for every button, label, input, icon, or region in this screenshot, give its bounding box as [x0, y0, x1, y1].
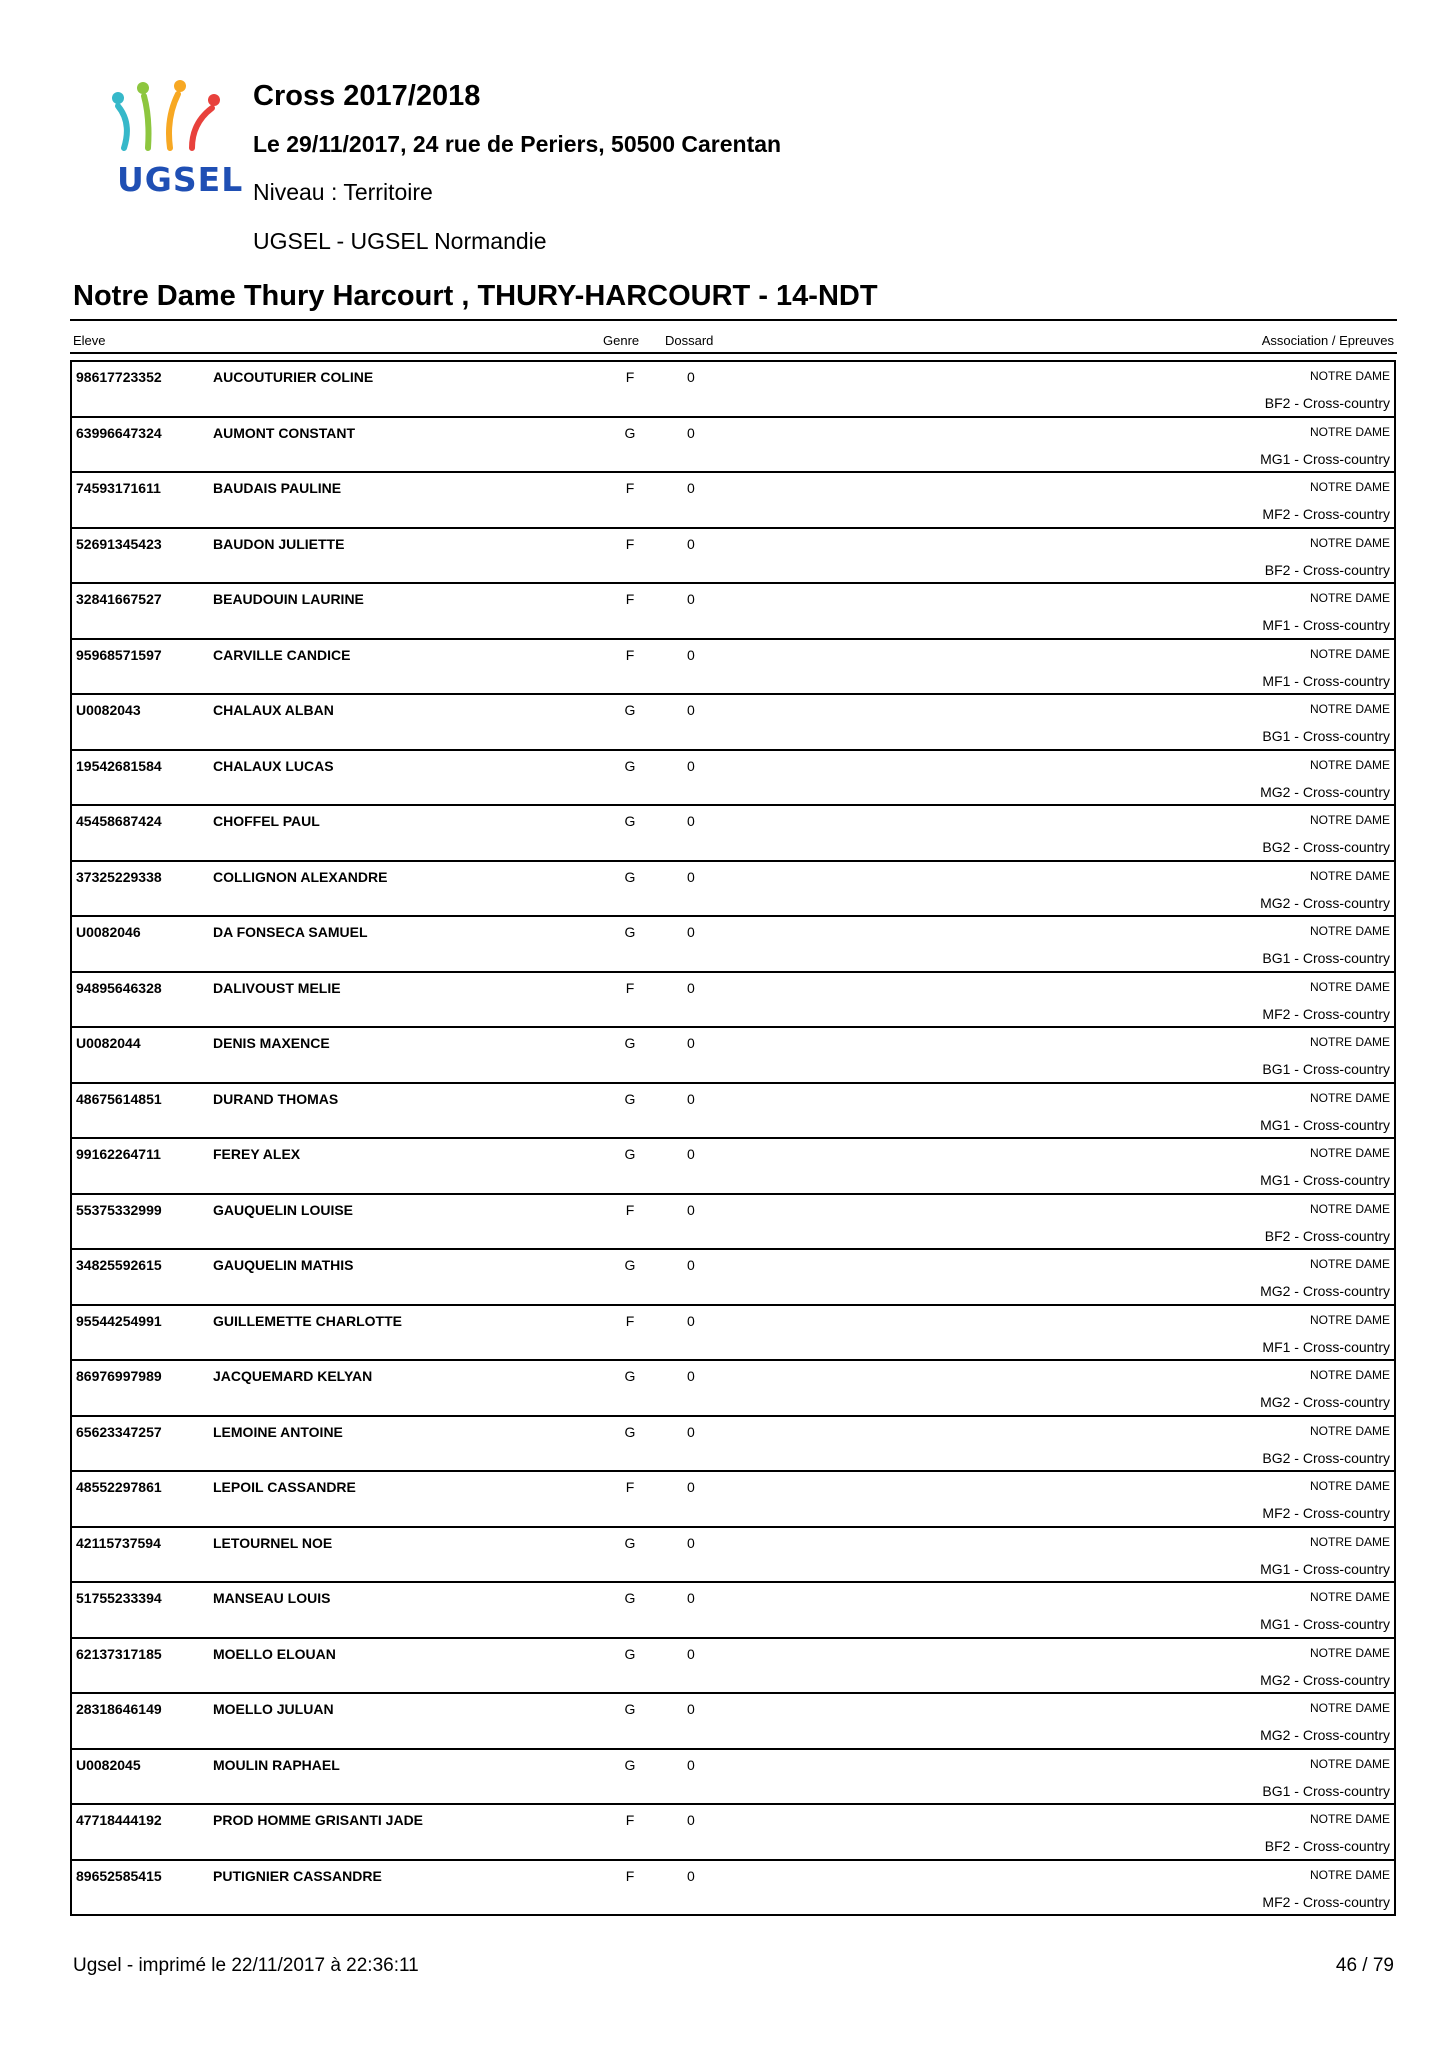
- student-id: 99162264711: [76, 1146, 161, 1162]
- student-association: NOTRE DAME: [1309, 868, 1390, 883]
- student-id: 48552297861: [76, 1479, 162, 1495]
- student-epreuve: BG1 - Cross-country: [1262, 1061, 1390, 1077]
- student-name: PUTIGNIER CASSANDRE: [213, 1867, 382, 1884]
- student-epreuve: MG2 - Cross-country: [1260, 1394, 1390, 1410]
- student-association: NOTRE DAME: [1309, 591, 1390, 605]
- student-association: NOTRE DAME: [1309, 1090, 1390, 1105]
- student-name: MOELLO JULUAN: [213, 1701, 334, 1717]
- student-epreuve: BG1 - Cross-country: [1262, 728, 1390, 744]
- header-divider: [70, 352, 1397, 354]
- student-id: U0082045: [76, 1756, 141, 1773]
- table-row: [72, 1692, 1394, 1748]
- student-association: NOTRE DAME: [1309, 1146, 1390, 1160]
- student-genre: G: [624, 1534, 636, 1551]
- student-id: 48675614851: [76, 1090, 162, 1107]
- table-row: [72, 1581, 1394, 1637]
- table-row: [72, 527, 1394, 583]
- student-genre: G: [624, 1257, 636, 1273]
- student-genre: G: [624, 813, 636, 829]
- student-dossard: 0: [687, 1756, 695, 1773]
- student-id: 32841667527: [76, 591, 162, 607]
- student-id: 65623347257: [76, 1423, 162, 1440]
- student-name: BAUDON JULIETTE: [213, 535, 345, 552]
- student-association: NOTRE DAME: [1309, 1479, 1390, 1493]
- student-epreuve: MG1 - Cross-country: [1260, 1172, 1390, 1188]
- event-title: Cross 2017/2018: [253, 80, 481, 112]
- table-row: [72, 1304, 1394, 1360]
- student-dossard: 0: [687, 1479, 695, 1495]
- student-id: 62137317185: [76, 1645, 162, 1662]
- student-dossard: 0: [687, 369, 695, 385]
- student-genre: G: [624, 924, 636, 940]
- participants-table: [70, 360, 1396, 1916]
- table-row: [72, 1359, 1394, 1415]
- student-association: NOTRE DAME: [1309, 924, 1390, 938]
- table-row: [72, 1637, 1394, 1693]
- student-epreuve: MG2 - Cross-country: [1260, 1283, 1390, 1299]
- student-dossard: 0: [687, 1035, 695, 1051]
- student-genre: G: [624, 1035, 636, 1051]
- student-name: MANSEAU LOUIS: [213, 1590, 331, 1606]
- student-name: CHALAUX LUCAS: [213, 757, 334, 774]
- student-name: GAUQUELIN MATHIS: [213, 1257, 354, 1273]
- student-genre: F: [625, 1479, 635, 1495]
- student-name: CARVILLE CANDICE: [213, 646, 351, 663]
- student-dossard: 0: [687, 1312, 695, 1329]
- print-timestamp: Ugsel - imprimé le 22/11/2017 à 22:36:11: [73, 1955, 419, 1976]
- student-name: AUCOUTURIER COLINE: [213, 369, 374, 385]
- table-row: [72, 860, 1394, 916]
- student-association: NOTRE DAME: [1309, 757, 1390, 772]
- table-row: [72, 1526, 1394, 1582]
- table-row: [72, 971, 1394, 1027]
- student-dossard: 0: [687, 757, 695, 774]
- student-name: BAUDAIS PAULINE: [213, 480, 342, 496]
- student-association: NOTRE DAME: [1309, 480, 1390, 494]
- school-title: Notre Dame Thury Harcourt , THURY-HARCOURT - 14-NDT: [73, 280, 878, 312]
- student-association: NOTRE DAME: [1309, 1201, 1390, 1216]
- student-dossard: 0: [687, 646, 695, 663]
- student-association: NOTRE DAME: [1309, 646, 1390, 661]
- student-name: DENIS MAXENCE: [213, 1035, 330, 1051]
- student-id: 47718444192: [76, 1812, 162, 1828]
- student-association: NOTRE DAME: [1309, 1368, 1390, 1382]
- student-name: JACQUEMARD KELYAN: [213, 1368, 373, 1384]
- ugsel-figures-icon: [104, 78, 236, 158]
- student-dossard: 0: [687, 868, 695, 885]
- student-genre: F: [625, 646, 635, 663]
- student-id: 45458687424: [76, 813, 162, 829]
- student-genre: G: [624, 1701, 636, 1717]
- student-id: 63996647324: [76, 424, 162, 441]
- student-epreuve: BG2 - Cross-country: [1262, 1449, 1390, 1466]
- student-id: 89652585415: [76, 1867, 162, 1884]
- school-divider: [70, 319, 1397, 321]
- student-genre: G: [624, 1368, 636, 1384]
- student-id: 37325229338: [76, 868, 162, 885]
- student-association: NOTRE DAME: [1309, 1645, 1390, 1660]
- student-epreuve: BG1 - Cross-country: [1262, 950, 1390, 966]
- student-id: 52691345423: [76, 535, 162, 552]
- student-epreuve: MG1 - Cross-country: [1260, 450, 1390, 467]
- student-id: 51755233394: [76, 1590, 162, 1606]
- student-epreuve: BF2 - Cross-country: [1264, 1227, 1390, 1244]
- student-name: AUMONT CONSTANT: [213, 424, 356, 441]
- student-epreuve: BF2 - Cross-country: [1264, 395, 1390, 411]
- student-name: DALIVOUST MELIE: [213, 979, 341, 996]
- student-genre: F: [625, 1312, 635, 1329]
- student-dossard: 0: [687, 535, 695, 552]
- student-name: CHOFFEL PAUL: [213, 813, 320, 829]
- student-association: NOTRE DAME: [1309, 1035, 1390, 1049]
- student-epreuve: MG1 - Cross-country: [1260, 1616, 1390, 1632]
- student-id: 74593171611: [76, 480, 161, 496]
- table-row: [72, 1415, 1394, 1471]
- student-association: NOTRE DAME: [1309, 1812, 1390, 1826]
- student-name: DURAND THOMAS: [213, 1090, 339, 1107]
- student-dossard: 0: [687, 1590, 695, 1606]
- student-epreuve: MG1 - Cross-country: [1260, 1560, 1390, 1577]
- student-association: NOTRE DAME: [1309, 535, 1390, 550]
- student-genre: F: [625, 979, 635, 996]
- student-id: 98617723352: [76, 369, 162, 385]
- student-id: 86976997989: [76, 1368, 162, 1384]
- student-genre: G: [624, 1590, 636, 1606]
- student-id: 34825592615: [76, 1257, 162, 1273]
- student-dossard: 0: [687, 591, 695, 607]
- student-dossard: 0: [687, 1090, 695, 1107]
- student-epreuve: MF1 - Cross-country: [1262, 672, 1390, 689]
- student-association: NOTRE DAME: [1309, 1867, 1390, 1882]
- student-name: CHALAUX ALBAN: [213, 702, 334, 718]
- student-association: NOTRE DAME: [1309, 979, 1390, 994]
- student-name: COLLIGNON ALEXANDRE: [213, 868, 388, 885]
- table-row: [72, 582, 1394, 638]
- student-genre: G: [624, 1146, 636, 1162]
- student-association: NOTRE DAME: [1309, 1312, 1390, 1327]
- student-dossard: 0: [687, 480, 695, 496]
- student-association: NOTRE DAME: [1309, 1423, 1390, 1438]
- student-name: GUILLEMETTE CHARLOTTE: [213, 1312, 402, 1329]
- column-header-association: Association / Epreuves: [1261, 333, 1394, 348]
- student-dossard: 0: [687, 1701, 695, 1717]
- student-genre: G: [624, 868, 636, 885]
- student-epreuve: MG2 - Cross-country: [1260, 894, 1390, 911]
- student-id: U0082046: [76, 924, 141, 940]
- student-dossard: 0: [687, 1534, 695, 1551]
- student-dossard: 0: [687, 1812, 695, 1828]
- event-date-place: Le 29/11/2017, 24 rue de Periers, 50500 Carentan: [253, 131, 782, 157]
- table-row: [72, 1803, 1394, 1859]
- student-epreuve: MG1 - Cross-country: [1260, 1116, 1390, 1133]
- student-association: NOTRE DAME: [1309, 813, 1390, 827]
- student-id: 42115737594: [76, 1534, 161, 1551]
- table-row: [72, 471, 1394, 527]
- student-genre: F: [625, 535, 635, 552]
- student-genre: F: [625, 591, 635, 607]
- student-genre: F: [625, 480, 635, 496]
- student-genre: G: [624, 702, 636, 718]
- student-association: NOTRE DAME: [1309, 1257, 1390, 1271]
- table-row: [72, 693, 1394, 749]
- student-dossard: 0: [687, 1146, 695, 1162]
- student-name: MOULIN RAPHAEL: [213, 1756, 340, 1773]
- student-dossard: 0: [687, 424, 695, 441]
- student-name: BEAUDOUIN LAURINE: [213, 591, 364, 607]
- student-dossard: 0: [687, 702, 695, 718]
- student-id: U0082043: [76, 702, 141, 718]
- student-epreuve: MG2 - Cross-country: [1260, 1671, 1390, 1688]
- student-name: LEMOINE ANTOINE: [213, 1423, 343, 1440]
- student-genre: F: [625, 1812, 635, 1828]
- table-row: [72, 360, 1394, 416]
- column-header-dossard: Dossard: [665, 333, 714, 348]
- event-level: Niveau : Territoire: [253, 179, 433, 205]
- student-association: NOTRE DAME: [1309, 424, 1390, 439]
- table-row: [72, 638, 1394, 694]
- student-association: NOTRE DAME: [1309, 369, 1390, 383]
- student-genre: F: [625, 369, 635, 385]
- student-genre: G: [624, 1645, 636, 1662]
- student-genre: G: [624, 1423, 636, 1440]
- student-dossard: 0: [687, 1257, 695, 1273]
- student-association: NOTRE DAME: [1309, 1756, 1390, 1771]
- table-row: [72, 1248, 1394, 1304]
- student-dossard: 0: [687, 1867, 695, 1884]
- student-epreuve: MF2 - Cross-country: [1262, 506, 1390, 522]
- student-id: 95544254991: [76, 1312, 162, 1329]
- column-header-genre: Genre: [603, 333, 640, 348]
- table-row: [72, 915, 1394, 971]
- student-association: NOTRE DAME: [1309, 702, 1390, 716]
- student-dossard: 0: [687, 813, 695, 829]
- student-genre: F: [625, 1867, 635, 1884]
- table-row: [72, 1748, 1394, 1804]
- page-number: 46 / 79: [1335, 1955, 1394, 1976]
- student-name: GAUQUELIN LOUISE: [213, 1201, 354, 1218]
- student-epreuve: MG2 - Cross-country: [1260, 1727, 1390, 1743]
- student-name: PROD HOMME GRISANTI JADE: [213, 1812, 424, 1828]
- student-association: NOTRE DAME: [1309, 1701, 1390, 1715]
- student-dossard: 0: [687, 1368, 695, 1384]
- student-name: LETOURNEL NOE: [213, 1534, 333, 1551]
- table-row: [72, 749, 1394, 805]
- table-row: [72, 1137, 1394, 1193]
- student-epreuve: MF1 - Cross-country: [1262, 617, 1390, 633]
- student-epreuve: MF2 - Cross-country: [1262, 1893, 1390, 1910]
- student-epreuve: MF1 - Cross-country: [1262, 1338, 1390, 1355]
- student-name: FEREY ALEX: [213, 1146, 301, 1162]
- student-genre: G: [624, 1090, 636, 1107]
- student-dossard: 0: [687, 924, 695, 940]
- table-row: [72, 1193, 1394, 1249]
- student-epreuve: BF2 - Cross-country: [1264, 561, 1390, 578]
- student-genre: F: [625, 1201, 635, 1218]
- student-id: 28318646149: [76, 1701, 162, 1717]
- column-header-eleve: Eleve: [73, 333, 106, 348]
- table-row: [72, 1470, 1394, 1526]
- ugsel-logo-text: UGSEL: [117, 160, 244, 199]
- table-row: [72, 1082, 1394, 1138]
- student-epreuve: MG2 - Cross-country: [1260, 783, 1390, 800]
- student-epreuve: MF2 - Cross-country: [1262, 1005, 1390, 1022]
- student-id: 95968571597: [76, 646, 162, 663]
- student-epreuve: BG1 - Cross-country: [1262, 1782, 1390, 1799]
- table-row: [72, 1026, 1394, 1082]
- student-epreuve: MF2 - Cross-country: [1262, 1505, 1390, 1521]
- student-epreuve: BF2 - Cross-country: [1264, 1838, 1390, 1854]
- student-name: DA FONSECA SAMUEL: [213, 924, 368, 940]
- student-id: 94895646328: [76, 979, 162, 996]
- student-id: U0082044: [76, 1035, 141, 1051]
- student-id: 19542681584: [76, 757, 162, 774]
- student-association: NOTRE DAME: [1309, 1590, 1390, 1604]
- event-organization: UGSEL - UGSEL Normandie: [253, 228, 547, 254]
- student-name: LEPOIL CASSANDRE: [213, 1479, 356, 1495]
- table-row: [72, 804, 1394, 860]
- student-genre: G: [624, 424, 636, 441]
- student-association: NOTRE DAME: [1309, 1534, 1390, 1549]
- student-genre: G: [624, 757, 636, 774]
- table-row: [72, 416, 1394, 472]
- student-dossard: 0: [687, 1201, 695, 1218]
- student-name: MOELLO ELOUAN: [213, 1645, 336, 1662]
- student-genre: G: [624, 1756, 636, 1773]
- student-dossard: 0: [687, 1423, 695, 1440]
- table-row: [72, 1859, 1394, 1915]
- student-dossard: 0: [687, 1645, 695, 1662]
- student-id: 55375332999: [76, 1201, 162, 1218]
- student-dossard: 0: [687, 979, 695, 996]
- student-epreuve: BG2 - Cross-country: [1262, 839, 1390, 855]
